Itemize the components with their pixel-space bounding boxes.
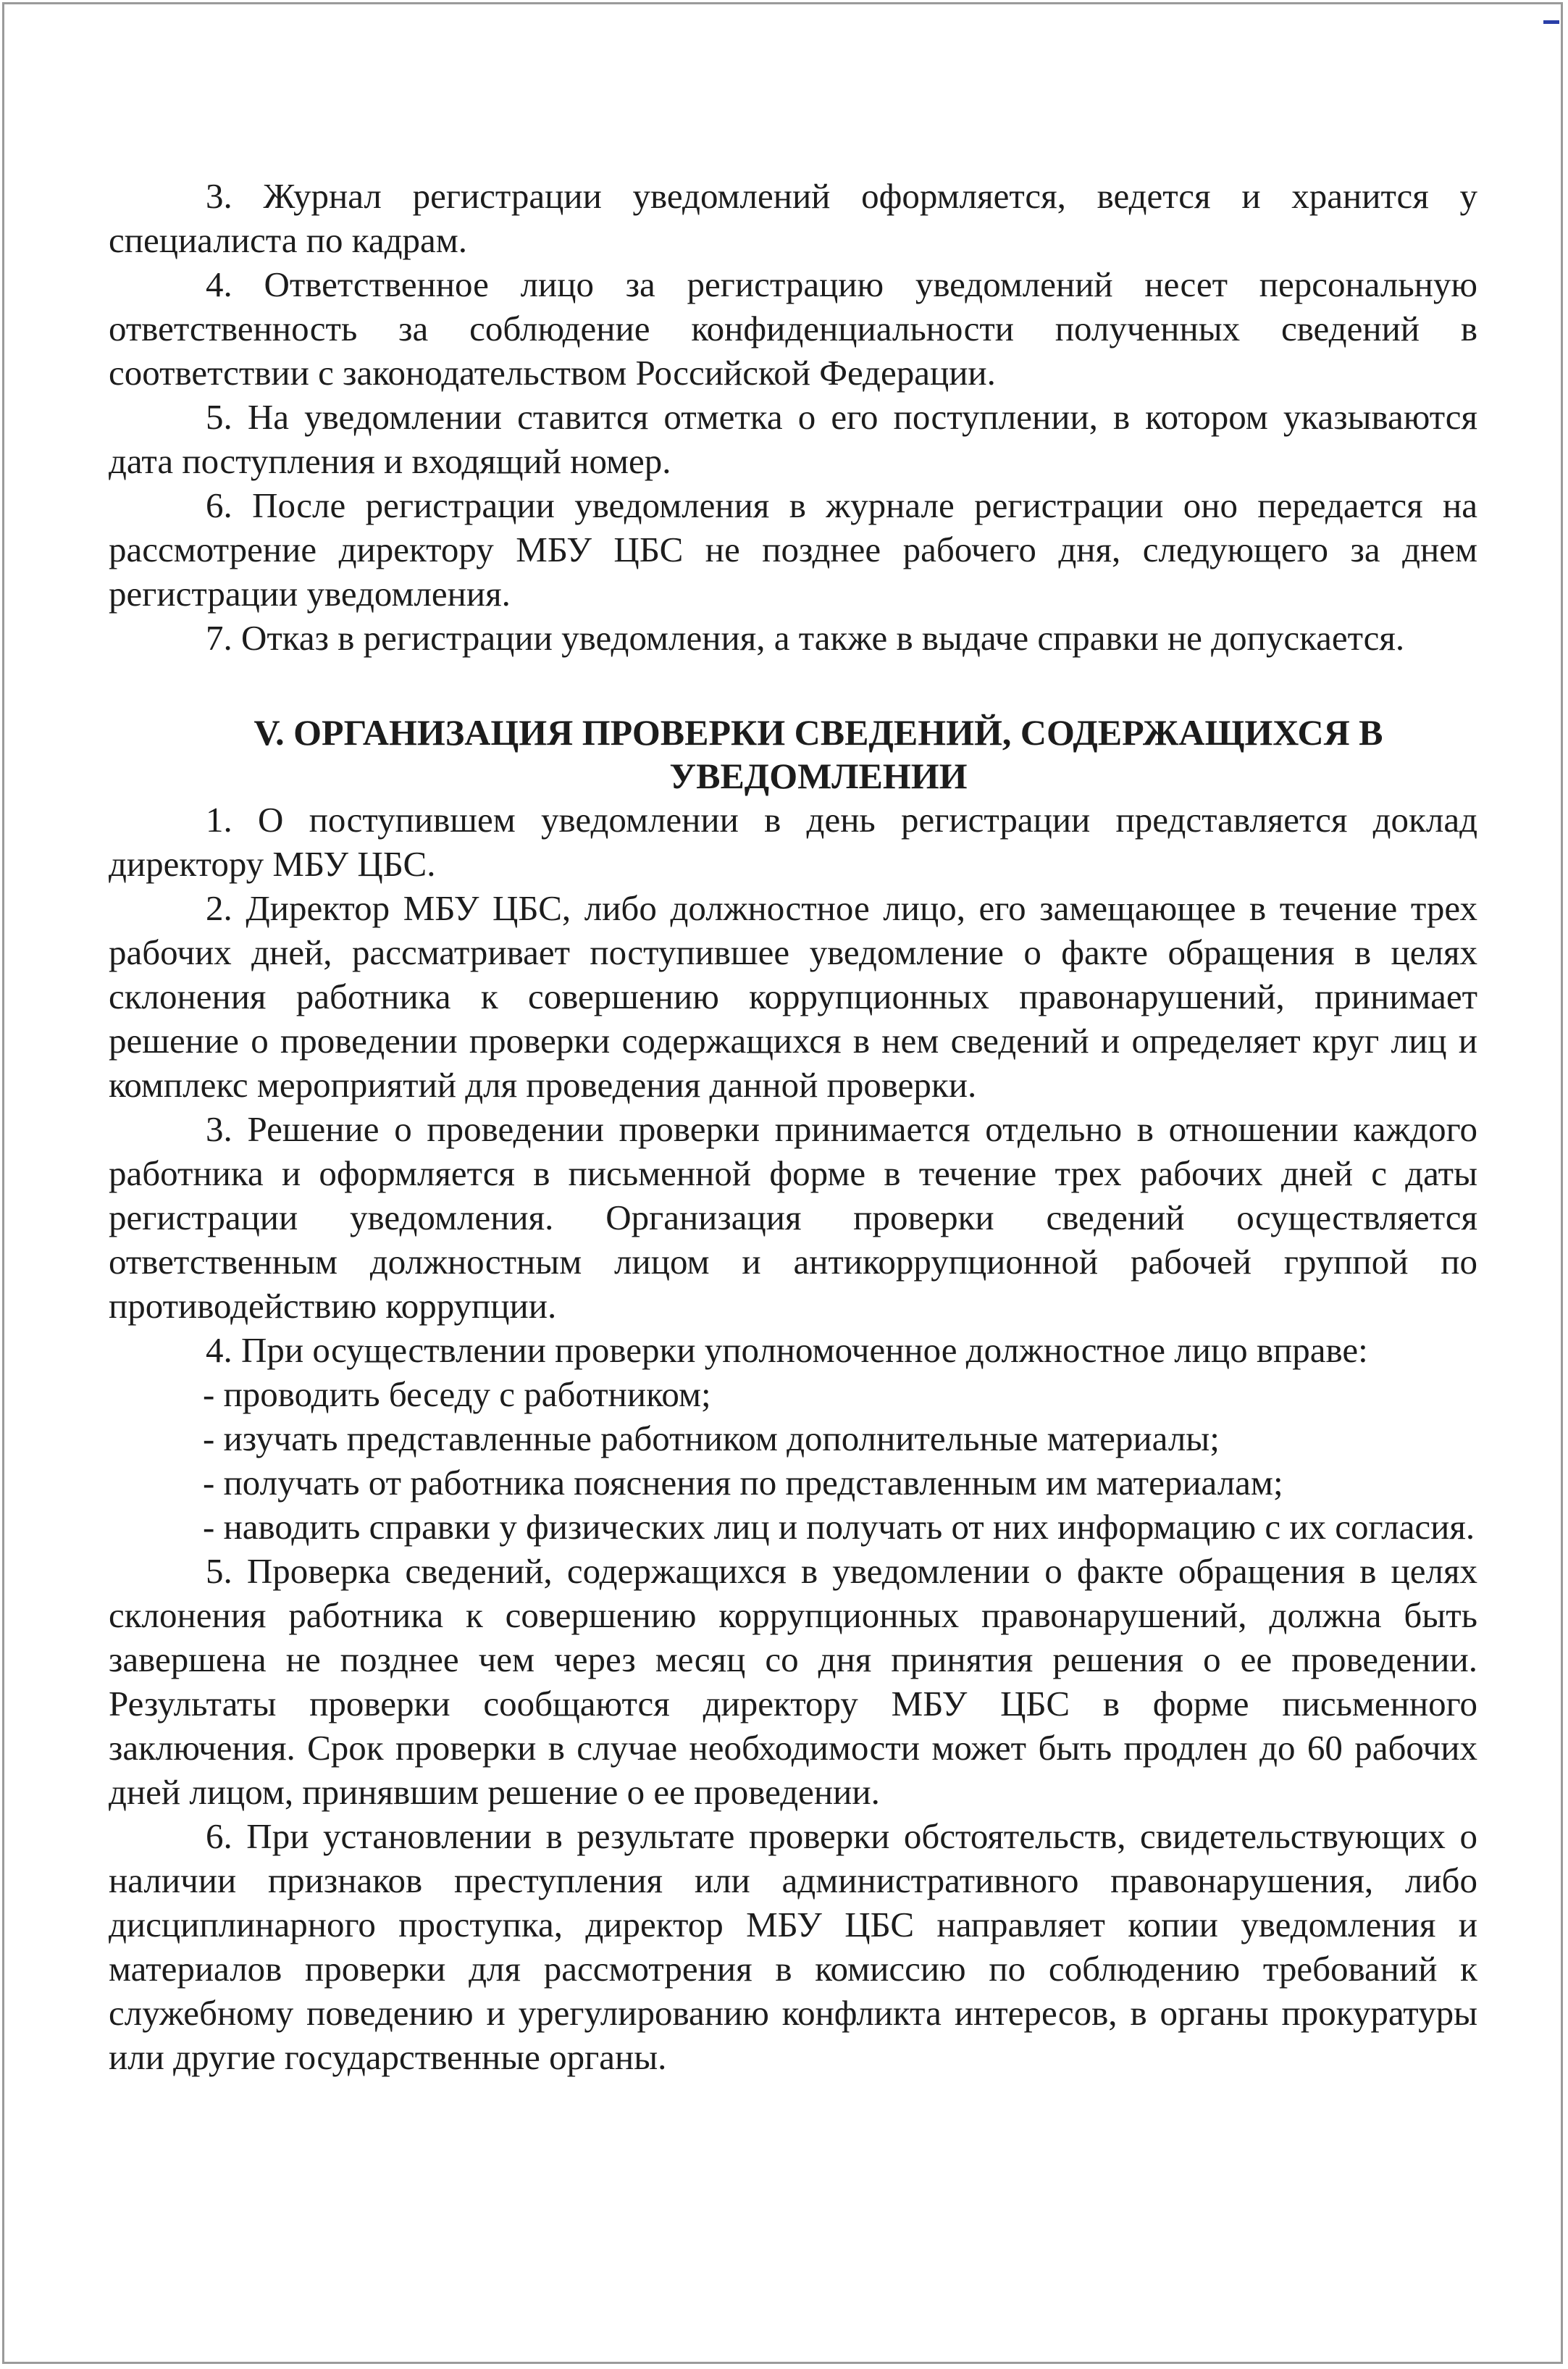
section-heading <box>109 711 1477 798</box>
list-item: - получать от работника пояснения по представленным им материалам; <box>203 1463 1283 1503</box>
paragraph-refusal: 7. Отказ в регистрации уведомления, а также в выдаче справки не допускается. <box>206 618 1405 658</box>
paragraph-responsible-person: 4. Ответственное лицо за регистрацию уведомлений несет персональную ответственность за соблюдение конфиденциальности полученных сведений в соответствии с законодательством Российской Федерации. <box>109 264 1477 393</box>
paragraph-official-rights: 4. При осуществлении проверки уполномоченное должностное лицо вправе: <box>206 1330 1368 1370</box>
document-body <box>109 174 1477 2079</box>
list-item: - наводить справки у физических лиц и получать от них информацию с их согласия. <box>203 1507 1475 1547</box>
paragraph-receipt-mark: 5. На уведомлении ставится отметка о его поступлении, в котором указываются дата поступления и входящий номер. <box>109 397 1477 481</box>
section-heading-line2: УВЕДОМЛЕНИИ <box>669 756 968 796</box>
paragraph-director-review: 2. Директор МБУ ЦБС, либо должностное лицо, его замещающее в течение трех рабочих дней, рассматривает поступившее уведомление о факте обращения в целях склонения работника к совершению коррупционных правонарушений, принимает решение о проведении проверки содержащихся в нем сведений и определяет круг лиц и комплекс мероприятий для проведения данной проверки. <box>109 888 1477 1105</box>
paragraph-transfer-to-director: 6. После регистрации уведомления в журнале регистрации оно передается на рассмотрение директору МБУ ЦБС не позднее рабочего дня, следующего за днем регистрации уведомления. <box>109 485 1477 614</box>
section-heading-line1: V. ОРГАНИЗАЦИЯ ПРОВЕРКИ СВЕДЕНИЙ, СОДЕРЖАЩИХСЯ В <box>253 712 1383 753</box>
list-item: - изучать представленные работником дополнительные материалы; <box>203 1419 1220 1458</box>
paragraph-findings: 6. При установлении в результате проверки обстоятельств, свидетельствующих о наличии признаков преступления или административного правонарушения, либо дисциплинарного проступка, директор МБУ ЦБС направляет копии уведомления и материалов проверки для рассмотрения в комиссию по соблюдению требований к служебному поведению и урегулированию конфликта интересов, в органы прокуратуры или другие государственные органы. <box>109 1816 1477 2077</box>
scan-mark <box>1543 20 1559 24</box>
paragraph-verification-term: 5. Проверка сведений, содержащихся в уведомлении о факте обращения в целях склонения работника к совершению коррупционных правонарушений, должна быть завершена не позднее чем через месяц со дня принятия решения о ее проведении. Результаты проверки сообщаются директору МБУ ЦБС в форме письменного заключения. Срок проверки в случае необходимости может быть продлен до 60 рабочих дней лицом, принявшим решение о ее проведении. <box>109 1551 1477 1812</box>
paragraph-report: 1. О поступившем уведомлении в день регистрации представляется доклад директору МБУ ЦБС. <box>109 800 1477 884</box>
paragraph-journal: 3. Журнал регистрации уведомлений оформляется, ведется и хранится у специалиста по кадрам. <box>109 176 1477 260</box>
paragraph-decision: 3. Решение о проведении проверки принимается отдельно в отношении каждого работника и оформляется в письменной форме в течение трех рабочих дней с даты регистрации уведомления. Организация проверки сведений осуществляется ответственным должностным лицом и антикоррупционной рабочей группой по противодействию коррупции. <box>109 1109 1477 1326</box>
list-item: - проводить беседу с работником; <box>203 1374 711 1414</box>
